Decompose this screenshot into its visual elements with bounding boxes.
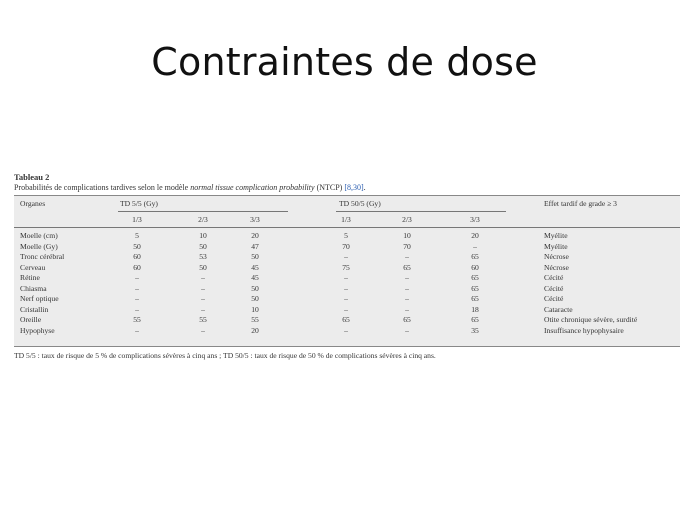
dose-value-cell: 50 — [251, 294, 259, 303]
organ-cell: Tronc cérébral — [20, 252, 65, 261]
effect-cell: Cécité — [544, 294, 564, 303]
caption-reference-link[interactable]: [8,30] — [344, 183, 364, 192]
dose-value-cell: 65 — [471, 283, 479, 293]
dose-value-cell: – — [135, 325, 139, 335]
subheader-cell: 1/3 — [132, 215, 142, 224]
dose-value-cell: 18 — [471, 304, 479, 314]
dose-value-cell: – — [405, 252, 409, 261]
organ-cell: Moelle (cm) — [20, 231, 58, 240]
table-label: Tableau 2 — [14, 172, 50, 182]
dose-value-cell: 35 — [471, 325, 479, 335]
organ-cell: Cerveau — [20, 262, 46, 272]
dose-value-cell: 45 — [251, 273, 259, 282]
dose-value-cell: 20 — [251, 325, 259, 335]
dose-value-cell: 20 — [251, 231, 259, 240]
dose-value-cell: 47 — [251, 241, 259, 251]
td5-group-rule — [118, 211, 288, 212]
header-td5: TD 5/5 (Gy) — [120, 199, 158, 208]
organ-cell: Chiasma — [20, 283, 47, 293]
organ-cell: Hypophyse — [20, 325, 55, 335]
dose-value-cell: 60 — [133, 252, 141, 261]
dose-value-cell: – — [201, 325, 205, 335]
dose-value-cell: 65 — [471, 315, 479, 324]
dose-value-cell: 65 — [471, 294, 479, 303]
dose-value-cell: 65 — [342, 315, 350, 324]
dose-value-cell: 53 — [199, 252, 207, 261]
subheader-cell: 2/3 — [198, 215, 208, 224]
organ-cell: Oreille — [20, 315, 42, 324]
dose-value-cell: – — [135, 283, 139, 293]
dose-value-cell: – — [201, 283, 205, 293]
dose-value-cell: – — [135, 273, 139, 282]
dose-value-cell: 50 — [251, 252, 259, 261]
dose-value-cell: – — [344, 325, 348, 335]
dose-value-cell: – — [405, 283, 409, 293]
dose-value-cell: 65 — [403, 315, 411, 324]
table-caption — [14, 182, 680, 193]
dose-value-cell: 60 — [471, 262, 479, 272]
td50-group-rule — [336, 211, 506, 212]
effect-cell: Cécité — [544, 273, 564, 282]
dose-value-cell: 5 — [344, 231, 348, 240]
effect-cell: Cataracte — [544, 304, 573, 314]
dose-value-cell: 10 — [199, 231, 207, 240]
dose-value-cell: 50 — [251, 283, 259, 293]
dose-value-cell: – — [344, 294, 348, 303]
dose-table-figure — [14, 172, 680, 360]
dose-value-cell: – — [344, 304, 348, 314]
header-effect: Effet tardif de grade ≥ 3 — [544, 199, 617, 208]
dose-value-cell: – — [344, 252, 348, 261]
caption-text: Probabilités de complications tardives selon le modèle — [14, 183, 191, 192]
dose-value-cell: 60 — [133, 262, 141, 272]
dose-value-cell: – — [201, 304, 205, 314]
header-td50: TD 50/5 (Gy) — [339, 199, 381, 208]
dose-value-cell: 55 — [133, 315, 141, 324]
dose-value-cell: – — [405, 294, 409, 303]
effect-cell: Myélite — [544, 231, 568, 240]
dose-value-cell: – — [344, 273, 348, 282]
organ-cell: Cristallin — [20, 304, 49, 314]
dose-value-cell: 65 — [403, 262, 411, 272]
dose-value-cell: 20 — [471, 231, 479, 240]
dose-value-cell: – — [201, 294, 205, 303]
dose-value-cell: – — [405, 273, 409, 282]
dose-value-cell: 55 — [251, 315, 259, 324]
dose-value-cell: – — [405, 325, 409, 335]
organ-cell: Rétine — [20, 273, 40, 282]
subheader-cell: 2/3 — [402, 215, 412, 224]
dose-value-cell: – — [135, 294, 139, 303]
subheader-cell: 3/3 — [250, 215, 260, 224]
dose-value-cell: – — [473, 241, 477, 251]
dose-value-cell: 65 — [471, 252, 479, 261]
slide-title: Contraintes de dose — [151, 40, 538, 84]
caption-italic: normal tissue complication probability — [190, 183, 315, 192]
caption-end: . — [363, 183, 366, 192]
organ-cell: Moelle (Gy) — [20, 241, 58, 251]
dose-table — [14, 195, 680, 347]
dose-value-cell: 45 — [251, 262, 259, 272]
dose-value-cell: – — [405, 304, 409, 314]
dose-value-cell: 70 — [403, 241, 411, 251]
header-rule — [14, 227, 680, 228]
effect-cell: Myélite — [544, 241, 568, 251]
organ-cell: Nerf optique — [20, 294, 59, 303]
dose-value-cell: 10 — [251, 304, 259, 314]
dose-value-cell: 50 — [133, 241, 141, 251]
dose-value-cell: 75 — [342, 262, 350, 272]
dose-value-cell: 10 — [403, 231, 411, 240]
effect-cell: Cécité — [544, 283, 564, 293]
dose-value-cell: 5 — [135, 231, 139, 240]
subheader-cell: 3/3 — [470, 215, 480, 224]
dose-value-cell: – — [344, 283, 348, 293]
effect-cell: Nécrose — [544, 262, 569, 272]
header-organ: Organes — [20, 199, 46, 208]
dose-value-cell: 50 — [199, 262, 207, 272]
effect-cell: Otite chronique sévère, surdité — [544, 315, 638, 324]
dose-value-cell: – — [135, 304, 139, 314]
dose-value-cell: 70 — [342, 241, 350, 251]
table-footnote: TD 5/5 : taux de risque de 5 % de complications sévères à cinq ans ; TD 50/5 : taux de risque de 50 % de complications sévères à cinq ans. — [14, 351, 436, 360]
dose-value-cell: – — [201, 273, 205, 282]
effect-cell: Nécrose — [544, 252, 569, 261]
dose-value-cell: 50 — [199, 241, 207, 251]
subheader-cell: 1/3 — [341, 215, 351, 224]
effect-cell: Insuffisance hypophysaire — [544, 325, 624, 335]
dose-value-cell: 65 — [471, 273, 479, 282]
dose-value-cell: 55 — [199, 315, 207, 324]
caption-text-after: (NTCP) — [314, 183, 345, 192]
